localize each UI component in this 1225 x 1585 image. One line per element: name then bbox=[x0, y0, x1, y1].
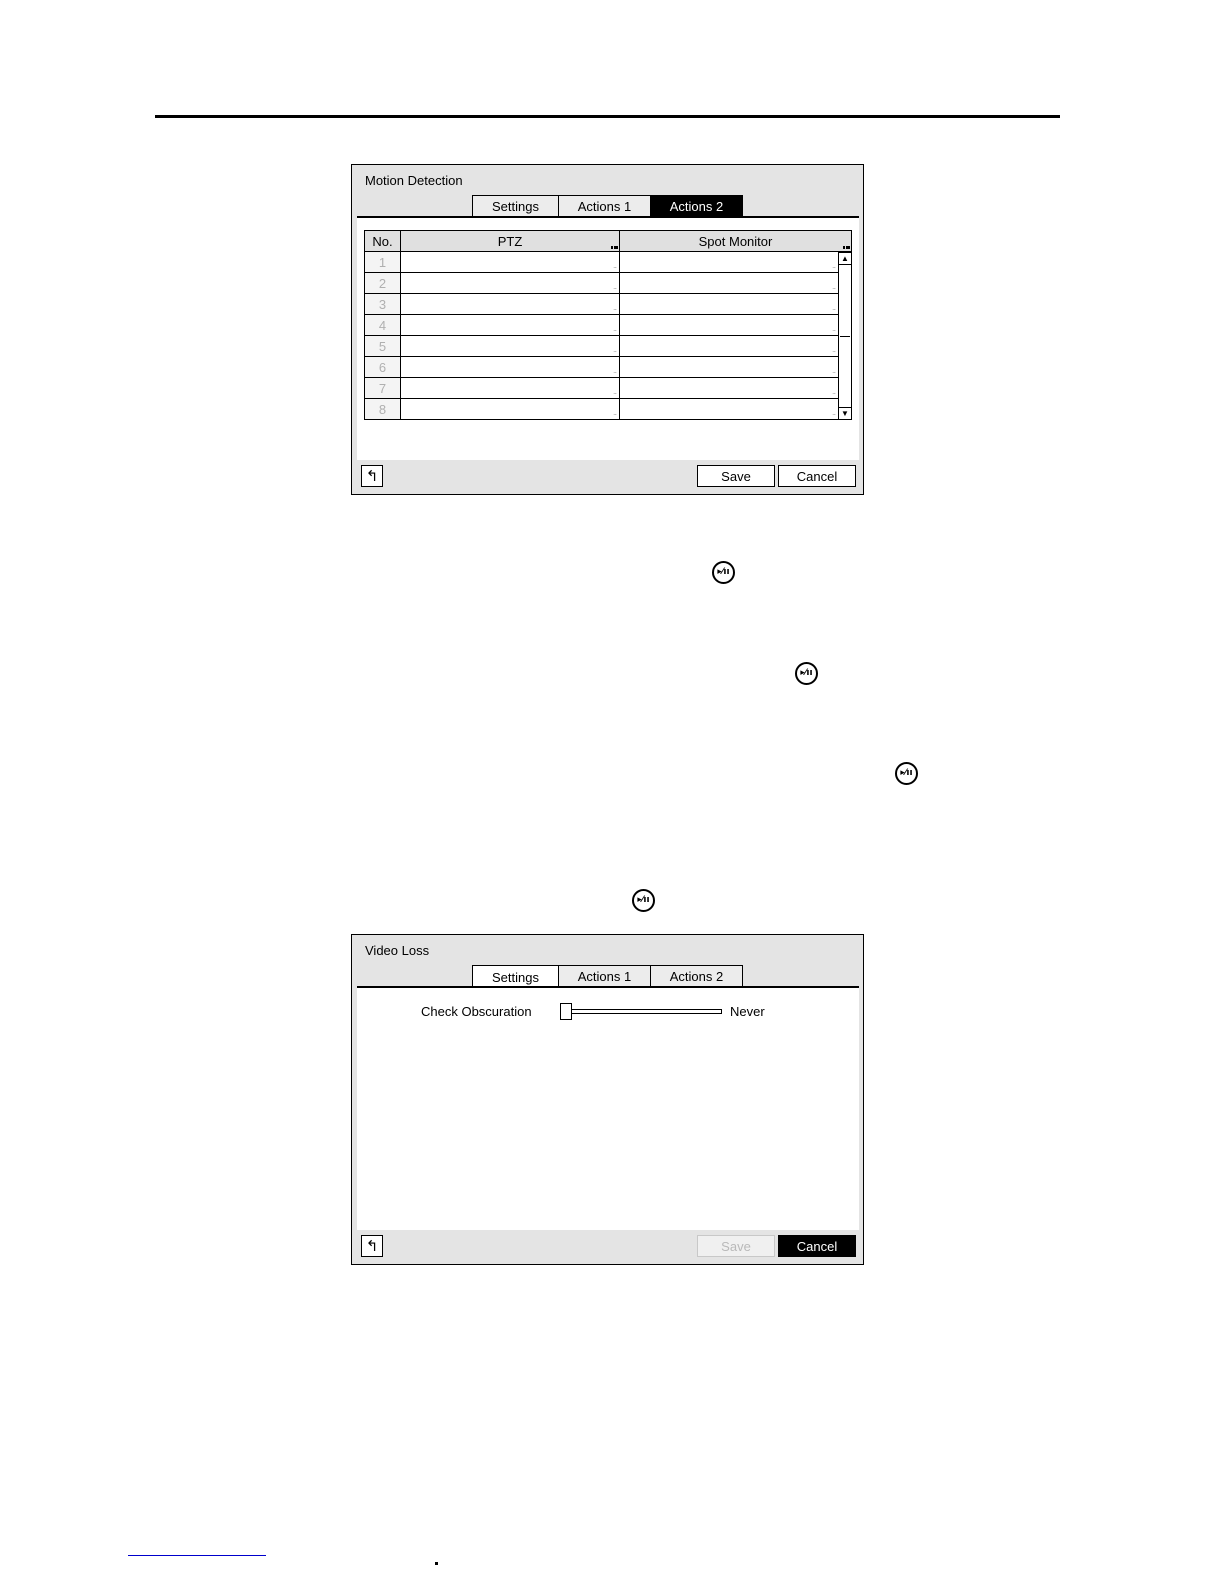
save-button: Save bbox=[697, 1235, 775, 1257]
back-button[interactable] bbox=[361, 1235, 383, 1257]
row-number: 7 bbox=[364, 377, 401, 399]
ellipsis-icon: ... bbox=[832, 284, 835, 291]
tab-actions-2[interactable]: Actions 2 bbox=[650, 965, 743, 987]
table-row bbox=[364, 272, 838, 293]
table-row bbox=[364, 356, 838, 377]
ellipsis-icon: ... bbox=[832, 326, 835, 333]
ptz-cell[interactable] bbox=[400, 377, 620, 399]
cancel-button[interactable]: Cancel bbox=[778, 1235, 856, 1257]
play-pause-icon bbox=[795, 662, 818, 685]
row-number: 8 bbox=[364, 398, 401, 420]
table-row bbox=[364, 251, 838, 272]
play-pause-icon bbox=[632, 889, 655, 912]
play-pause-icon bbox=[712, 561, 735, 584]
tab-settings[interactable]: Settings bbox=[472, 195, 559, 217]
ptz-cell[interactable] bbox=[400, 398, 620, 420]
column-header-spot-monitor[interactable] bbox=[619, 230, 852, 252]
ptz-cell[interactable] bbox=[400, 314, 620, 336]
table-row bbox=[364, 293, 838, 314]
bottom-link-rule bbox=[128, 1555, 266, 1556]
spot-monitor-cell[interactable] bbox=[619, 335, 839, 357]
scrollbar-thumb[interactable] bbox=[840, 267, 850, 337]
table-row bbox=[364, 377, 838, 398]
column-menu-icon[interactable] bbox=[843, 246, 850, 249]
ptz-cell[interactable] bbox=[400, 356, 620, 378]
table-scrollbar[interactable] bbox=[838, 252, 852, 420]
scroll-up-icon[interactable]: ▲ bbox=[839, 253, 851, 265]
back-arrow-icon: ↰ bbox=[365, 467, 379, 485]
play-pause-glyph: ▸⁄ıı bbox=[800, 668, 813, 678]
tab-actions-1[interactable]: Actions 1 bbox=[558, 965, 651, 987]
tab-content bbox=[357, 216, 859, 460]
spot-monitor-cell[interactable] bbox=[619, 356, 839, 378]
row-number: 3 bbox=[364, 293, 401, 315]
scroll-down-icon[interactable]: ▼ bbox=[839, 407, 851, 419]
row-number: 4 bbox=[364, 314, 401, 336]
spot-monitor-cell[interactable] bbox=[619, 398, 839, 420]
ellipsis-icon: ... bbox=[613, 389, 616, 396]
cancel-button[interactable]: Cancel bbox=[778, 465, 856, 487]
ellipsis-icon: ... bbox=[832, 263, 835, 270]
ellipsis-icon: ... bbox=[832, 347, 835, 354]
row-number: 1 bbox=[364, 251, 401, 273]
ellipsis-icon: ... bbox=[832, 389, 835, 396]
tab-actions-1[interactable]: Actions 1 bbox=[558, 195, 651, 217]
table-row bbox=[364, 314, 838, 335]
tab-bar bbox=[472, 965, 742, 987]
ellipsis-icon: ... bbox=[832, 368, 835, 375]
table-header bbox=[364, 230, 851, 252]
play-pause-icon bbox=[895, 762, 918, 785]
video-loss-dialog bbox=[351, 934, 864, 1265]
column-header-ptz-label: PTZ bbox=[497, 233, 523, 249]
ellipsis-icon: ... bbox=[613, 368, 616, 375]
save-button[interactable]: Save bbox=[697, 465, 775, 487]
tab-actions-2[interactable]: Actions 2 bbox=[650, 195, 743, 217]
column-header-ptz[interactable] bbox=[400, 230, 620, 252]
ellipsis-icon: ... bbox=[613, 347, 616, 354]
spot-monitor-cell[interactable] bbox=[619, 314, 839, 336]
play-pause-glyph: ▸⁄ıı bbox=[900, 768, 913, 778]
check-obscuration-slider[interactable] bbox=[564, 1009, 722, 1014]
dialog-title: Video Loss bbox=[365, 943, 430, 958]
tab-settings[interactable]: Settings bbox=[472, 965, 559, 988]
table-row bbox=[364, 398, 838, 419]
tab-content bbox=[357, 986, 859, 1230]
dialog-title: Motion Detection bbox=[365, 173, 463, 188]
check-obscuration-label: Check Obscuration bbox=[421, 1004, 532, 1019]
play-pause-glyph: ▸⁄ıı bbox=[637, 895, 650, 905]
column-header-spot-monitor-label: Spot Monitor bbox=[698, 233, 773, 249]
back-button[interactable] bbox=[361, 465, 383, 487]
top-rule bbox=[155, 115, 1060, 118]
ellipsis-icon: ... bbox=[613, 305, 616, 312]
slider-handle[interactable] bbox=[560, 1003, 572, 1020]
column-header-no: No. bbox=[364, 230, 401, 252]
check-obscuration-value: Never bbox=[730, 1004, 765, 1019]
ellipsis-icon: ... bbox=[613, 284, 616, 291]
row-number: 6 bbox=[364, 356, 401, 378]
ellipsis-icon: ... bbox=[613, 410, 616, 417]
spot-monitor-cell[interactable] bbox=[619, 293, 839, 315]
back-arrow-icon: ↰ bbox=[365, 1237, 379, 1255]
table-row bbox=[364, 335, 838, 356]
ellipsis-icon: ... bbox=[613, 263, 616, 270]
ellipsis-icon: ... bbox=[613, 326, 616, 333]
ptz-cell[interactable] bbox=[400, 335, 620, 357]
ptz-cell[interactable] bbox=[400, 251, 620, 273]
ptz-cell[interactable] bbox=[400, 272, 620, 294]
bottom-dot bbox=[435, 1562, 438, 1565]
ellipsis-icon: ... bbox=[832, 305, 835, 312]
row-number: 5 bbox=[364, 335, 401, 357]
play-pause-glyph: ▸⁄ıı bbox=[717, 567, 730, 577]
ellipsis-icon: ... bbox=[832, 410, 835, 417]
spot-monitor-cell[interactable] bbox=[619, 377, 839, 399]
ptz-cell[interactable] bbox=[400, 293, 620, 315]
tab-bar bbox=[472, 195, 742, 217]
spot-monitor-cell[interactable] bbox=[619, 251, 839, 273]
spot-monitor-cell[interactable] bbox=[619, 272, 839, 294]
row-number: 2 bbox=[364, 272, 401, 294]
motion-detection-dialog bbox=[351, 164, 864, 495]
column-menu-icon[interactable] bbox=[611, 246, 618, 249]
